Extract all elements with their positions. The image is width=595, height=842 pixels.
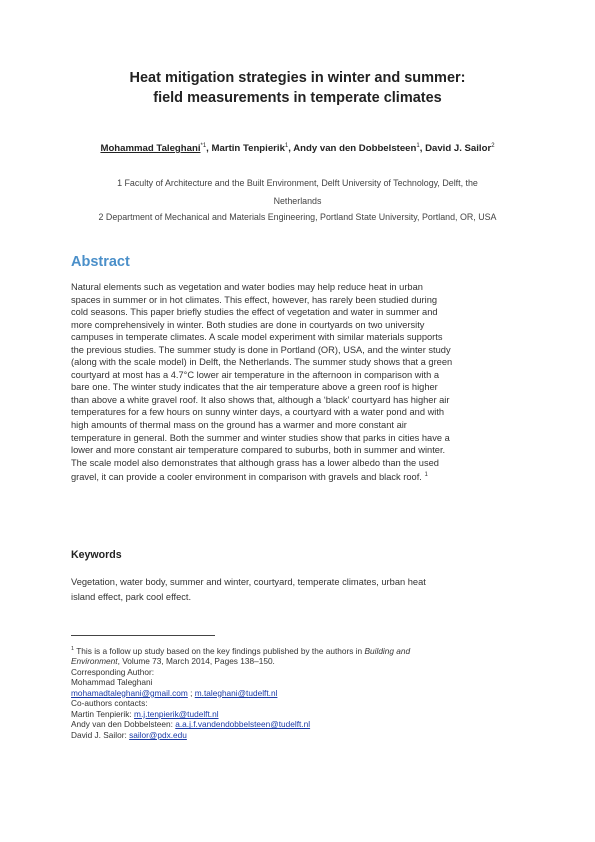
abstract-line: (along with the scale model) in Delft, the Netherlands. The summer study shows that a green bbox=[71, 357, 453, 368]
abstract-line: courtyard at most has a 4.7°C lower air temperature in the afternoon in comparison with a bbox=[71, 369, 440, 380]
author-affil-mark: 1 bbox=[284, 143, 289, 149]
author-affil-mark: 2 bbox=[491, 143, 495, 149]
abstract-line: campuses in temperate climates. A scale model experiment with similar materials supports bbox=[71, 332, 443, 343]
footnote-divider bbox=[71, 635, 215, 636]
author-affil-mark: 1 bbox=[416, 143, 420, 149]
abstract-line: temperature in general. Both the summer and winter studies show that parks in cities have a bbox=[71, 432, 450, 443]
footnote-1: $^1$ This is a follow up study based on the key findings published by the authors in Building and bbox=[71, 645, 411, 656]
footnote-1-cont: Environment, Volume 73, March 2014, Pages 138–150. bbox=[71, 656, 275, 667]
title-line-1: Heat mitigation strategies in winter and summer: bbox=[129, 70, 466, 86]
footnote-mark: 1 bbox=[71, 646, 75, 652]
coauthor-contact: Martin Tenpierik: m.j.tenpierik@tudelft.nl bbox=[71, 708, 219, 719]
abstract-line: bare one. The winter study indicates that the air temperature above a green roof is higher bbox=[71, 382, 438, 393]
author-list: Mohammad Taleghani$^{*1}$, Martin Tenpierik$^1$, Andy van den Dobbelsteen$^1$, David J. Sailor$^2$ bbox=[100, 143, 495, 155]
corresponding-label: Corresponding Author: bbox=[71, 666, 155, 677]
journal-name: Building and bbox=[364, 645, 411, 656]
email-link[interactable]: m.j.tenpierik@tudelft.nl bbox=[134, 708, 219, 719]
affiliation-1-line-2: Netherlands bbox=[273, 196, 322, 206]
author-name: Andy van den Dobbelsteen bbox=[293, 143, 417, 155]
coauthor-contact: Andy van den Dobbelsteen: a.a.j.f.vandendobbelsteen@tudelft.nl bbox=[71, 719, 311, 730]
author-affil-mark: *1 bbox=[200, 143, 207, 149]
author-name: Mohammad Taleghani bbox=[100, 143, 201, 155]
abstract-line: temperatures for a few hours on sunny winter days, a courtyard with a water pond and with bbox=[71, 407, 445, 418]
corresponding-emails: mohamadtaleghani@gmail.com ; m.taleghani@tudelft.nl bbox=[71, 687, 278, 698]
keywords-heading: Keywords bbox=[71, 549, 122, 561]
keywords-line-1: Vegetation, water body, summer and winter, courtyard, temperate climates, urban heat bbox=[71, 577, 426, 587]
affiliation-1-line-1: 1 Faculty of Architecture and the Built Environment, Delft University of Technology, Delft, the bbox=[117, 178, 478, 188]
abstract-line: The scale model also demonstrates that although grass has a lower albedo than the used bbox=[71, 457, 439, 468]
abstract-line: high amounts of thermal mass on the ground has a warmer and more constant air bbox=[71, 420, 407, 431]
email-link[interactable]: a.a.j.f.vandendobbelsteen@tudelft.nl bbox=[175, 719, 311, 730]
email-link[interactable]: sailor@pdx.edu bbox=[129, 729, 187, 740]
author-name: Martin Tenpierik bbox=[211, 143, 285, 155]
abstract-line: gravel, it can provide a cooler environment in comparison with gravels and black roof. $^1$ bbox=[71, 472, 428, 483]
coauthors-label: Co-authors contacts: bbox=[71, 698, 148, 709]
abstract-body bbox=[71, 281, 526, 484]
keywords-body bbox=[71, 575, 526, 604]
corresponding-name: Mohammad Taleghani bbox=[71, 677, 153, 688]
author-name: David J. Sailor bbox=[425, 143, 492, 155]
email-link[interactable]: m.taleghani@tudelft.nl bbox=[194, 687, 278, 698]
abstract-heading: Abstract bbox=[71, 254, 130, 270]
affiliation-1 bbox=[60, 174, 535, 210]
abstract-line: more comprehensively in winter. Both studies are done in courtyards on two university bbox=[71, 319, 425, 330]
email-link[interactable]: mohamadtaleghani@gmail.com bbox=[71, 687, 188, 698]
abstract-line: Natural elements such as vegetation and water bodies may help reduce heat in urban bbox=[71, 282, 423, 292]
abstract-line: than above a white gravel roof. It also shows that, although a ‘black’ courtyard has higher air bbox=[71, 394, 450, 405]
title-line-2: field measurements in temperate climates bbox=[153, 90, 442, 106]
affiliation-2: 2 Department of Mechanical and Materials Engineering, Portland State University, Portland, OR, USA bbox=[98, 212, 497, 222]
abstract-line: the previous studies. The summer study is done in Portland (OR), USA, and the winter study bbox=[71, 344, 451, 355]
abstract-line: lower and more constant air temperature compared to suburbs, both in summer and winter. bbox=[71, 445, 446, 456]
abstract-line: spaces in summer or in hot climates. This effect, however, has rarely been studied during bbox=[71, 294, 438, 305]
footnote-reference[interactable]: 1 bbox=[424, 472, 428, 479]
keywords-line-2: island effect, park cool effect. bbox=[71, 591, 192, 602]
paper-title bbox=[60, 68, 535, 108]
coauthor-contact: David J. Sailor: sailor@pdx.edu bbox=[71, 729, 187, 740]
abstract-line: cold seasons. This paper briefly studies the effect of vegetation and water in summer and bbox=[71, 307, 438, 318]
footnotes bbox=[71, 644, 541, 740]
